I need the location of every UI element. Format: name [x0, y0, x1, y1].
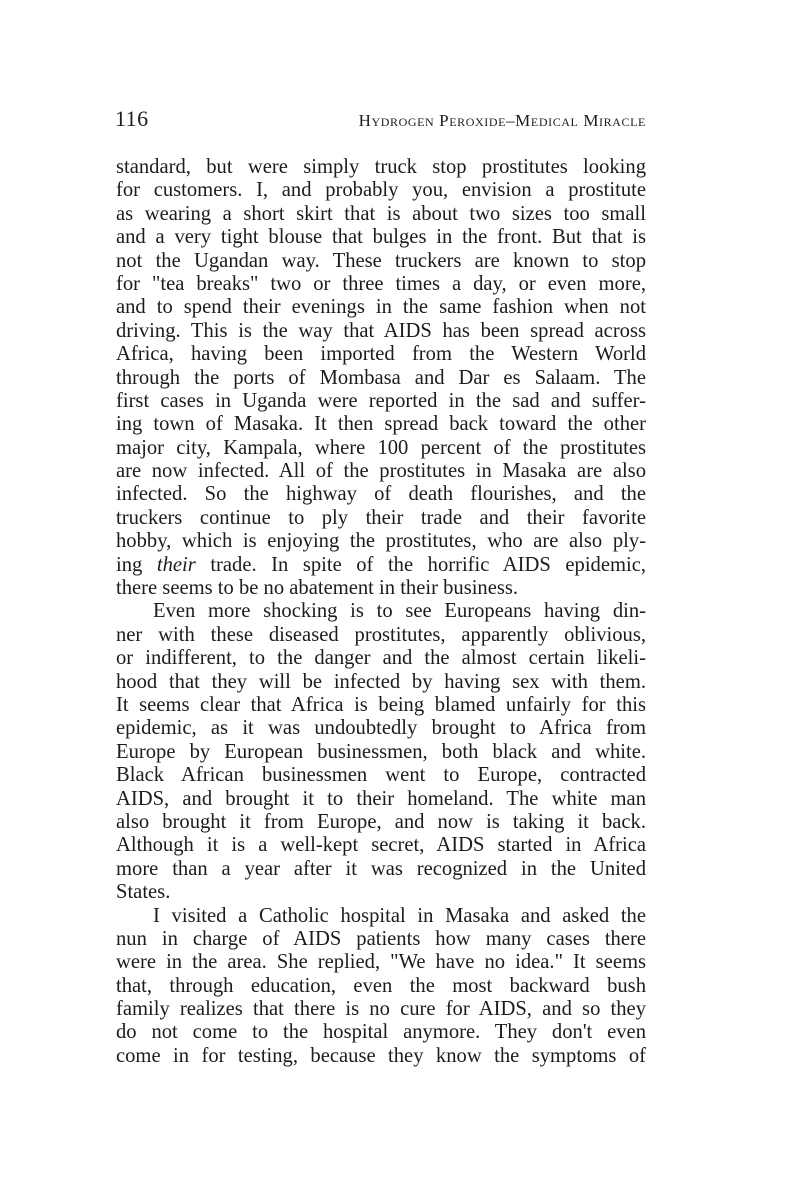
text-line: do not come to the hospital anymore. They don't even [116, 1021, 646, 1044]
text-line: infected. So the highway of death flourishes, and the [116, 483, 646, 506]
paragraph-1 [116, 156, 646, 600]
text-line: Although it is a well-kept secret, AIDS started in Africa [116, 834, 646, 857]
text-line: ner with these diseased prostitutes, apparently oblivious, [116, 623, 646, 646]
paragraph-2 [116, 600, 646, 904]
text-line: for "tea breaks" two or three times a day, or even more, [116, 272, 646, 295]
text-line: and to spend their evenings in the same fashion when not [116, 296, 646, 319]
text-line: Europe by European businessmen, both black and white. [116, 740, 646, 763]
text-line: Even more shocking is to see Europeans having din- [153, 600, 646, 623]
text-line: there seems to be no abatement in their business. [116, 577, 519, 600]
paragraph-3 [116, 905, 646, 1069]
text-line: epidemic, as it was undoubtedly brought to Africa from [116, 717, 646, 740]
text-line: family realizes that there is no cure for AIDS, and so they [116, 998, 646, 1021]
text-line: as wearing a short skirt that is about two sizes too small [116, 202, 646, 225]
text-line: come in for testing, because they know the symptoms of [116, 1044, 646, 1067]
text-line: for customers. I, and probably you, envision a prostitute [116, 179, 646, 202]
text-line: hobby, which is enjoying the prostitutes, who are also ply- [116, 530, 646, 553]
text-line-with-italic [116, 554, 646, 577]
text-line: driving. This is the way that AIDS has been spread across [116, 319, 646, 342]
line-segment: ing [116, 553, 157, 576]
text-line: are now infected. All of the prostitutes in Masaka are also [116, 460, 646, 483]
text-line: through the ports of Mombasa and Dar es Salaam. The [116, 366, 646, 389]
text-line: AIDS, and brought it to their homeland. The white man [116, 787, 646, 810]
text-line: first cases in Uganda were reported in the sad and suffer- [116, 389, 646, 412]
text-line: Black African businessmen went to Europe, contracted [116, 764, 646, 787]
text-line: major city, Kampala, where 100 percent of the prostitutes [116, 436, 646, 459]
line-segment: trade. In spite of the horrific AIDS epidemic, [210, 553, 647, 576]
text-line: ing town of Masaka. It then spread back toward the other [116, 413, 646, 436]
page-number: 116 [115, 106, 149, 131]
text-line: States. [116, 881, 171, 904]
italic-word: their [156, 553, 196, 576]
text-line: truckers continue to ply their trade and their favorite [116, 506, 646, 529]
text-line: were in the area. She replied, "We have no idea." It seems [116, 951, 646, 974]
text-line: nun in charge of AIDS patients how many cases there [116, 927, 646, 950]
text-line: or indifferent, to the danger and the almost certain likeli- [116, 647, 646, 670]
body-text [116, 156, 646, 1068]
running-title: Hydrogen Peroxide–Medical Miracle [358, 111, 646, 130]
text-line: also brought it from Europe, and now is taking it back. [116, 810, 646, 833]
text-line: not the Ugandan way. These truckers are known to stop [116, 249, 646, 272]
text-line: standard, but were simply truck stop prostitutes looking [116, 156, 646, 178]
text-line: Africa, having been imported from the Western World [116, 343, 646, 366]
text-line: hood that they will be infected by having sex with them. [116, 670, 646, 693]
text-line: that, through education, even the most backward bush [116, 974, 646, 997]
text-line: It seems clear that Africa is being blamed unfairly for this [116, 693, 646, 716]
text-line: I visited a Catholic hospital in Masaka and asked the [153, 904, 646, 927]
text-line: more than a year after it was recognized in the United [116, 857, 646, 880]
running-head [115, 106, 646, 136]
text-line: and a very tight blouse that bulges in the front. But that is [116, 226, 646, 249]
